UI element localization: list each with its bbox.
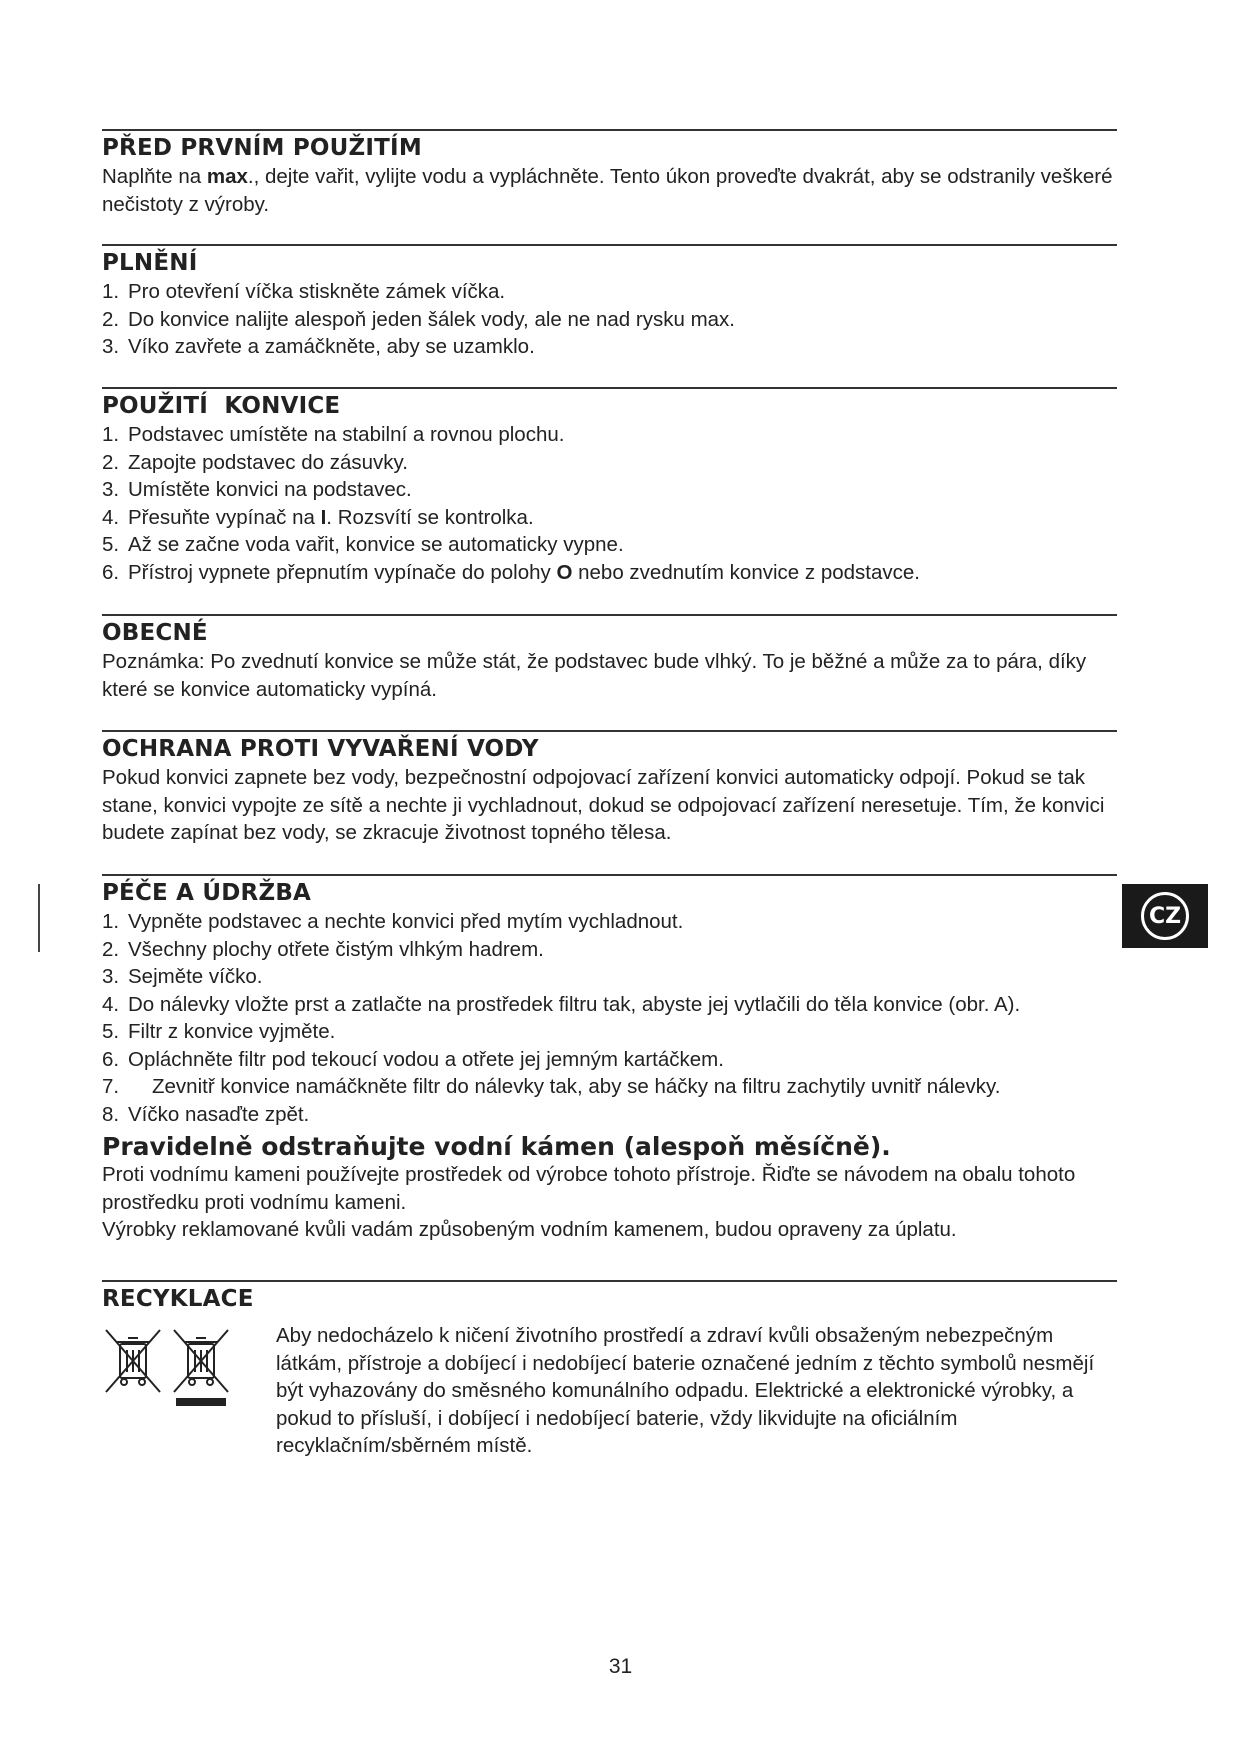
list-item: 3. Umístěte konvici na podstavec. bbox=[102, 478, 412, 501]
section-dry-boil bbox=[102, 730, 1117, 847]
descale-note: Výrobky reklamované kvůli vadám způsobeným vodním kamenem, budou opraveny za úplatu. bbox=[102, 1218, 957, 1241]
language-badge bbox=[1122, 884, 1208, 948]
divider bbox=[102, 614, 1117, 616]
crossed-bin-with-bar-icon bbox=[170, 1328, 232, 1408]
section-general bbox=[102, 614, 1117, 703]
list-item: 2. Všechny plochy otřete čistým vlhkým hadrem. bbox=[102, 937, 544, 961]
crossed-bin-icon bbox=[102, 1328, 164, 1398]
list-item: 1. Vypněte podstavec a nechte konvici před mytím vychladnout. bbox=[102, 910, 684, 933]
divider bbox=[102, 874, 1117, 876]
divider bbox=[102, 1280, 1117, 1282]
divider bbox=[102, 244, 1117, 246]
section-title: PŘED PRVNÍM POUŽITÍM bbox=[102, 135, 422, 161]
page-number: 31 bbox=[608, 1655, 633, 1678]
section-text: Pokud konvici zapnete bez vody, bezpečnostní odpojovací zařízení konvici automaticky odpojí. Pokud se tak stane, konvici vypojte ze sítě a nechte ji vychladnout, dokud se odpojovací zařízení neresetuje. Tím, že konvici budete zapínat bez vody, se zkracuje životnost topného tělesa. bbox=[102, 766, 1105, 844]
section-care bbox=[102, 874, 1117, 1244]
list-item: 6. Opláchněte filtr pod tekoucí vodou a otřete jej jemným kartáčkem. bbox=[102, 1047, 724, 1071]
recycling-row bbox=[102, 1322, 1117, 1460]
list-item: 2. Zapojte podstavec do zásuvky. bbox=[102, 450, 408, 474]
section-usage bbox=[102, 387, 1117, 586]
instruction-list bbox=[102, 278, 1117, 361]
instruction-list bbox=[102, 908, 1117, 1128]
section-text: Naplňte na max., dejte vařit, vylijte vodu a vypláchněte. Tento úkon proveďte dvakrát, aby se odstranily veškeré nečistoty z výroby. bbox=[102, 165, 1113, 216]
list-item: 3. Sejměte víčko. bbox=[102, 965, 263, 988]
list-item: 7. Zevnitř konvice namáčkněte filtr do nálevky tak, aby se háčky na filtru zachytily uvnitř nálevky. bbox=[102, 1075, 1001, 1098]
section-first-use bbox=[102, 129, 1117, 218]
section-title: PLNĚNÍ bbox=[102, 250, 198, 276]
weee-symbols bbox=[102, 1322, 276, 1460]
list-item: 5. Filtr z konvice vyjměte. bbox=[102, 1020, 336, 1043]
list-item: 1. Pro otevření víčka stiskněte zámek víčka. bbox=[102, 280, 506, 303]
section-title: OCHRANA PROTI VYVAŘENÍ VODY bbox=[102, 736, 539, 762]
section-title: PÉČE A ÚDRŽBA bbox=[102, 880, 312, 906]
instruction-list bbox=[102, 421, 1117, 586]
recycling-text: Aby nedocházelo k ničení životního prostředí a zdraví kvůli obsaženým nebezpečným látkám, přístroje a dobíjecí i nedobíjecí baterie označené jedním z těchto symbolů nesmějí být vyhazovány do směsného komunálního odpadu. Elektrické a elektronické výrobky, a pokud to přísluší, i dobíjecí i nedobíjecí baterie, vždy likvidujte na oficiálním recyklačním/sběrném místě. bbox=[276, 1324, 1095, 1457]
section-title: POUŽITÍ KONVICE bbox=[102, 393, 341, 419]
list-item: 1. Podstavec umístěte na stabilní a rovnou plochu. bbox=[102, 423, 565, 446]
section-filling bbox=[102, 244, 1117, 361]
list-item: 2. Do konvice nalijte alespoň jeden šálek vody, ale ne nad rysku max. bbox=[102, 307, 735, 331]
list-item: 6. Přístroj vypnete přepnutím vypínače do polohy O nebo zvednutím konvice z podstavce. bbox=[102, 560, 920, 584]
divider bbox=[102, 730, 1117, 732]
divider bbox=[102, 387, 1117, 389]
section-title: RECYKLACE bbox=[102, 1286, 254, 1312]
divider bbox=[102, 129, 1117, 131]
list-item: 4. Přesuňte vypínač na I. Rozsvítí se kontrolka. bbox=[102, 505, 534, 529]
side-mark bbox=[38, 884, 40, 952]
section-recycling bbox=[102, 1280, 1117, 1460]
list-item: 3. Víko zavřete a zamáčkněte, aby se uzamklo. bbox=[102, 335, 535, 358]
descale-title: Pravidelně odstraňujte vodní kámen (alespoň měsíčně). bbox=[102, 1132, 891, 1161]
descale-text: Proti vodnímu kameni používejte prostředek od výrobce tohoto přístroje. Řiďte se návodem na obalu tohoto prostředku proti vodnímu kameni. bbox=[102, 1163, 1076, 1214]
list-item: 5. Až se začne voda vařit, konvice se automaticky vypne. bbox=[102, 533, 624, 556]
language-badge-label: CZ bbox=[1141, 892, 1189, 940]
list-item: 4. Do nálevky vložte prst a zatlačte na prostředek filtru tak, abyste jej vytlačili do těla konvice (obr. A). bbox=[102, 992, 1021, 1016]
list-item: 8. Víčko nasaďte zpět. bbox=[102, 1102, 310, 1126]
section-title: OBECNÉ bbox=[102, 620, 208, 646]
section-text: Poznámka: Po zvednutí konvice se může stát, že podstavec bude vlhký. To je běžné a může za to pára, díky které se konvice automaticky vypíná. bbox=[102, 650, 1087, 701]
